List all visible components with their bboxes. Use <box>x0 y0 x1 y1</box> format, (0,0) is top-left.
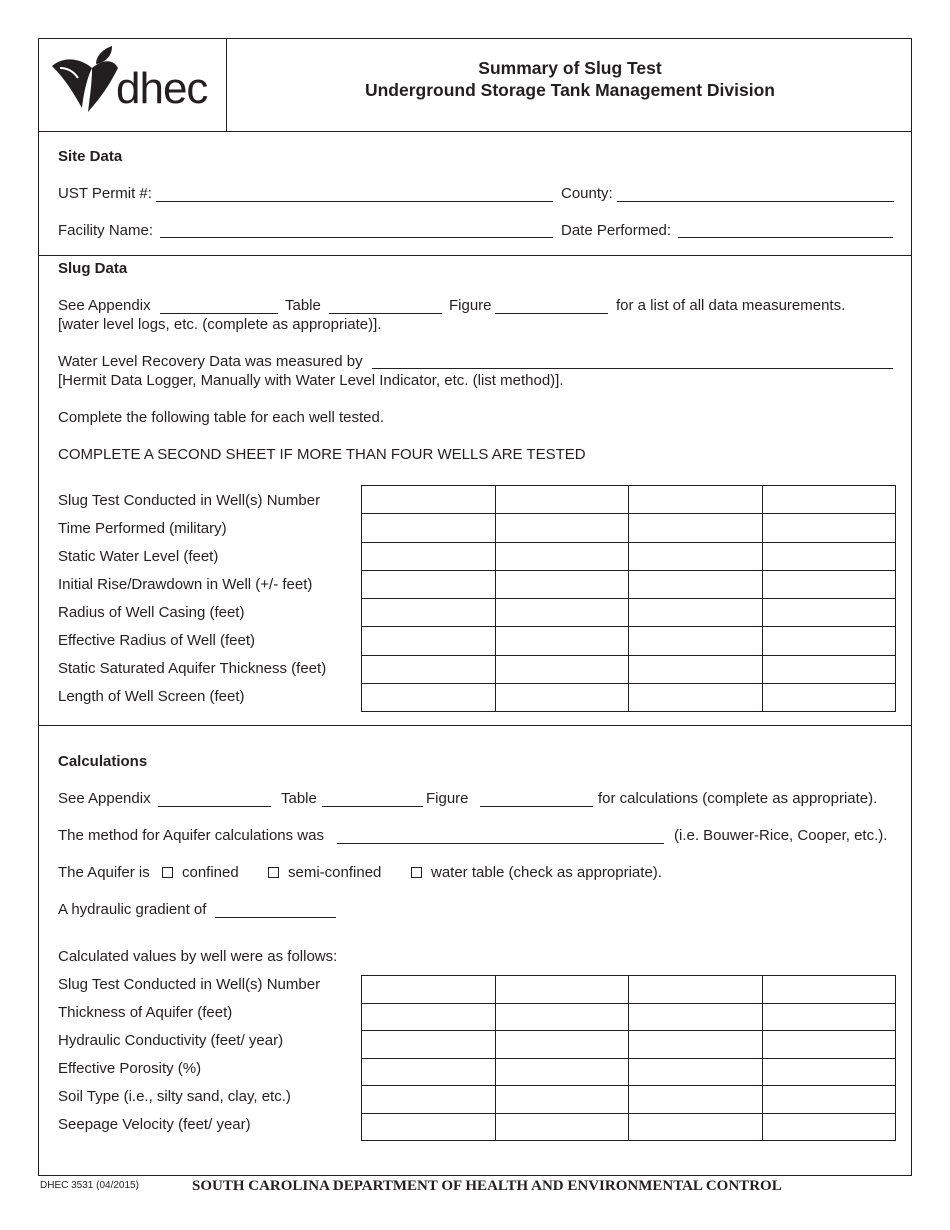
calc-figure-field[interactable] <box>480 806 593 807</box>
semi-confined-label: semi-confined <box>288 864 382 881</box>
table-row <box>362 486 896 514</box>
slug-figure-label: Figure <box>449 297 492 314</box>
aquifer-method-hint: (i.e. Bouwer-Rice, Cooper, etc.). <box>674 827 888 844</box>
table-cell[interactable] <box>495 1086 629 1114</box>
hydraulic-gradient-field[interactable] <box>215 917 336 918</box>
date-performed-field[interactable] <box>678 237 893 238</box>
table-row <box>362 1031 896 1059</box>
form-number: DHEC 3531 (04/2015) <box>40 1180 139 1191</box>
facility-name-field[interactable] <box>160 237 553 238</box>
header-bottom-rule <box>38 131 912 132</box>
table-cell[interactable] <box>495 542 629 570</box>
calc-appendix-field[interactable] <box>158 806 271 807</box>
water-level-label: Water Level Recovery Data was measured by <box>58 353 363 370</box>
aquifer-method-label: The method for Aquifer calculations was <box>58 827 324 844</box>
calc-figure-label: Figure <box>426 790 469 807</box>
calc-values-label: Calculated values by well were as follows: <box>58 948 338 965</box>
table-cell[interactable] <box>495 1058 629 1086</box>
table-row <box>362 655 896 683</box>
semi-confined-checkbox[interactable] <box>268 867 279 878</box>
table-cell[interactable] <box>629 1003 763 1031</box>
table-cell[interactable] <box>762 1058 896 1086</box>
slug-row-label: Radius of Well Casing (feet) <box>58 604 245 621</box>
slug-row-label: Static Saturated Aquifer Thickness (feet) <box>58 660 327 677</box>
water-level-method-field[interactable] <box>372 368 893 369</box>
calc-row-label: Effective Porosity (%) <box>58 1060 202 1077</box>
table-cell[interactable] <box>762 1031 896 1059</box>
dhec-logo <box>50 46 222 118</box>
slug-data-bottom-rule <box>38 725 912 726</box>
site-data-heading: Site Data <box>58 148 123 165</box>
slug-row-label: Initial Rise/Drawdown in Well (+/- feet) <box>58 576 313 593</box>
calculations-table <box>361 975 896 1141</box>
table-cell[interactable] <box>362 514 496 542</box>
slug-row-label: Time Performed (military) <box>58 520 227 537</box>
table-row <box>362 514 896 542</box>
table-cell[interactable] <box>362 599 496 627</box>
calc-for-text: for calculations (complete as appropriate). <box>598 790 878 807</box>
calculations-heading: Calculations <box>58 753 148 770</box>
table-cell[interactable] <box>362 683 496 711</box>
calc-table-label: Table <box>281 790 317 807</box>
water-table-label: water table (check as appropriate). <box>431 864 662 881</box>
calc-row-label: Slug Test Conducted in Well(s) Number <box>58 976 321 993</box>
table-cell[interactable] <box>495 1031 629 1059</box>
slug-data-table <box>361 485 896 712</box>
slug-appendix-field[interactable] <box>160 313 278 314</box>
table-cell[interactable] <box>629 570 763 598</box>
ust-permit-field[interactable] <box>156 201 553 202</box>
table-cell[interactable] <box>629 599 763 627</box>
form-subtitle: Underground Storage Tank Management Division <box>364 80 775 100</box>
table-row <box>362 542 896 570</box>
table-cell[interactable] <box>762 570 896 598</box>
slug-note-water-logs: [water level logs, etc. (complete as appropriate)]. <box>58 316 382 333</box>
calc-table-field[interactable] <box>322 806 423 807</box>
table-cell[interactable] <box>362 1058 496 1086</box>
slug-row-label: Effective Radius of Well (feet) <box>58 632 256 649</box>
slug-table-field[interactable] <box>329 313 442 314</box>
table-cell[interactable] <box>495 1003 629 1031</box>
table-cell[interactable] <box>362 1031 496 1059</box>
table-row <box>362 683 896 711</box>
table-cell[interactable] <box>762 683 896 711</box>
table-cell[interactable] <box>362 486 496 514</box>
table-cell[interactable] <box>762 486 896 514</box>
table-cell[interactable] <box>362 542 496 570</box>
form-title: Summary of Slug Test <box>478 58 662 78</box>
site-data-bottom-rule <box>38 255 912 256</box>
table-cell[interactable] <box>629 1058 763 1086</box>
date-performed-label: Date Performed: <box>561 222 672 239</box>
table-cell[interactable] <box>762 627 896 655</box>
table-cell[interactable] <box>762 1003 896 1031</box>
slug-row-label: Length of Well Screen (feet) <box>58 688 245 705</box>
table-cell[interactable] <box>495 570 629 598</box>
table-cell[interactable] <box>362 570 496 598</box>
table-row <box>362 1003 896 1031</box>
slug-table-label: Table <box>285 297 321 314</box>
confined-checkbox[interactable] <box>162 867 173 878</box>
second-sheet-instruction: COMPLETE A SECOND SHEET IF MORE THAN FOUR WELLS ARE TESTED <box>58 446 586 463</box>
table-cell[interactable] <box>629 1113 763 1141</box>
complete-table-instruction: Complete the following table for each well tested. <box>58 409 385 426</box>
county-label: County: <box>561 185 613 202</box>
water-level-note: [Hermit Data Logger, Manually with Water Level Indicator, etc. (list method)]. <box>58 372 564 389</box>
hydraulic-gradient-label: A hydraulic gradient of <box>58 901 207 918</box>
aquifer-is-label: The Aquifer is <box>58 864 150 881</box>
water-table-checkbox[interactable] <box>411 867 422 878</box>
table-cell[interactable] <box>629 1086 763 1114</box>
table-cell[interactable] <box>762 976 896 1004</box>
table-cell[interactable] <box>762 599 896 627</box>
table-cell[interactable] <box>762 1113 896 1141</box>
table-cell[interactable] <box>629 627 763 655</box>
table-row <box>362 1058 896 1086</box>
slug-data-heading: Slug Data <box>58 260 128 277</box>
table-cell[interactable] <box>362 1086 496 1114</box>
calc-row-label: Soil Type (i.e., silty sand, clay, etc.) <box>58 1088 291 1105</box>
table-row <box>362 1086 896 1114</box>
calc-row-label: Seepage Velocity (feet/ year) <box>58 1116 251 1133</box>
table-cell[interactable] <box>362 1003 496 1031</box>
slug-figure-field[interactable] <box>495 313 608 314</box>
table-cell[interactable] <box>495 655 629 683</box>
logo-text: dhec <box>116 64 208 113</box>
table-cell[interactable] <box>495 627 629 655</box>
header-divider <box>226 38 227 132</box>
table-cell[interactable] <box>629 976 763 1004</box>
table-row <box>362 976 896 1004</box>
table-cell[interactable] <box>629 1031 763 1059</box>
table-cell[interactable] <box>629 542 763 570</box>
table-cell[interactable] <box>362 627 496 655</box>
table-cell[interactable] <box>762 514 896 542</box>
ust-permit-label: UST Permit #: <box>58 185 152 202</box>
table-cell[interactable] <box>362 976 496 1004</box>
county-field[interactable] <box>617 201 894 202</box>
slug-row-label: Static Water Level (feet) <box>58 548 219 565</box>
table-cell[interactable] <box>762 655 896 683</box>
table-cell[interactable] <box>495 683 629 711</box>
confined-label: confined <box>182 864 239 881</box>
slug-row-label: Slug Test Conducted in Well(s) Number <box>58 492 321 509</box>
table-row <box>362 627 896 655</box>
calc-see-appendix-label: See Appendix <box>58 790 151 807</box>
table-cell[interactable] <box>629 514 763 542</box>
aquifer-method-field[interactable] <box>337 843 664 844</box>
slug-for-list-text: for a list of all data measurements. <box>616 297 846 314</box>
table-row <box>362 599 896 627</box>
slug-see-appendix-label: See Appendix <box>58 297 151 314</box>
table-cell[interactable] <box>495 1113 629 1141</box>
table-cell[interactable] <box>495 514 629 542</box>
table-cell[interactable] <box>629 683 763 711</box>
table-cell[interactable] <box>762 542 896 570</box>
facility-name-label: Facility Name: <box>58 222 154 239</box>
table-row <box>362 570 896 598</box>
table-cell[interactable] <box>762 1086 896 1114</box>
table-row <box>362 1113 896 1141</box>
calc-row-label: Thickness of Aquifer (feet) <box>58 1004 233 1021</box>
table-cell[interactable] <box>629 486 763 514</box>
table-cell[interactable] <box>362 655 496 683</box>
table-cell[interactable] <box>629 655 763 683</box>
table-cell[interactable] <box>495 599 629 627</box>
table-cell[interactable] <box>495 976 629 1004</box>
table-cell[interactable] <box>495 486 629 514</box>
department-name: SOUTH CAROLINA DEPARTMENT OF HEALTH AND ENVIRONMENTAL CONTROL <box>192 1178 782 1194</box>
table-cell[interactable] <box>362 1113 496 1141</box>
calc-row-label: Hydraulic Conductivity (feet/ year) <box>58 1032 284 1049</box>
